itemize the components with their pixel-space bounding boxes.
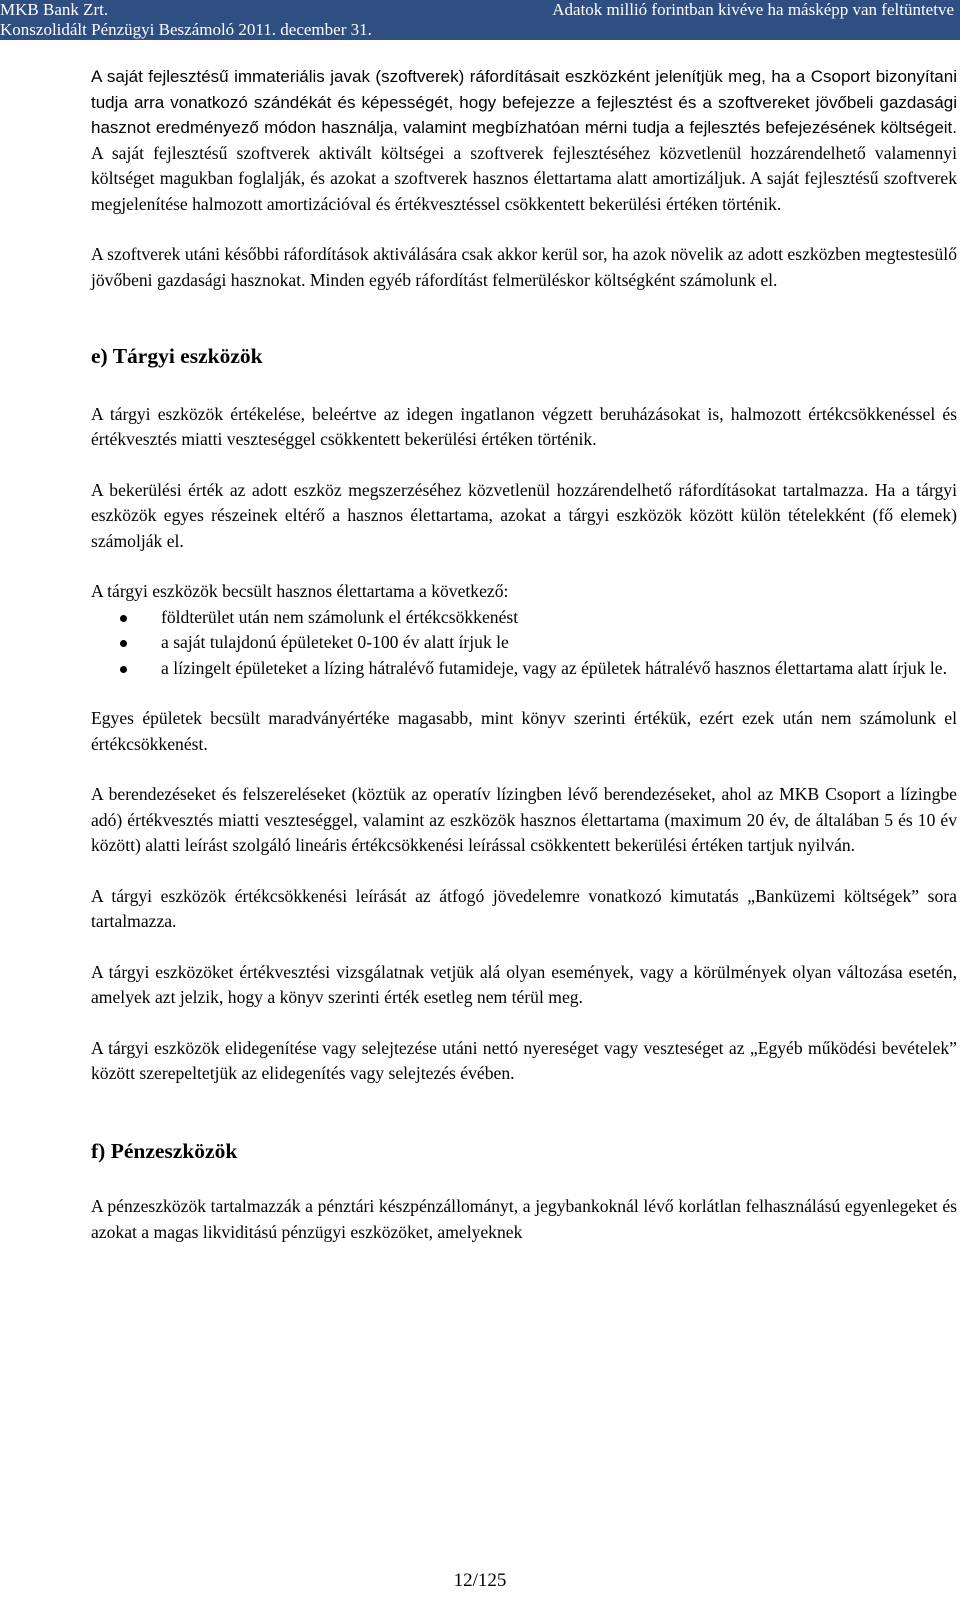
report-title: Konszolidált Pénzügyi Beszámoló 2011. december 31. bbox=[0, 20, 372, 39]
section-f-paragraph-1: A pénzeszközök tartalmazzák a pénztári készpénzállományt, a jegybankoknál lévő korlátlan felhasználású egyenlegeket és azokat a magas likviditású pénzügyi eszközöket, amelyeknek bbox=[91, 1196, 957, 1242]
useful-life-intro: A tárgyi eszközök becsült hasznos élettartama a következő: bbox=[91, 581, 509, 601]
section-e-title: e) Tárgyi eszközök bbox=[91, 344, 263, 368]
header-left bbox=[0, 0, 372, 40]
bullet-icon bbox=[120, 666, 127, 673]
page-number: 12/125 bbox=[453, 1570, 507, 1591]
intro-paragraph bbox=[91, 64, 957, 217]
section-e-paragraph-1: A tárgyi eszközök értékelése, beleértve az idegen ingatlanon végzett beruházásokat is, halmozott értékcsökkenéssel és értékvesztés miatti veszteséggel csökkentett bekerülési értéken történik. bbox=[91, 403, 957, 449]
list-item: a saját tulajdonú épületeket 0-100 év alatt írjuk le bbox=[91, 630, 957, 656]
section-e-paragraph-4: A berendezéseket és felszereléseket (köztük az operatív lízingben lévő berendezéseket, ahol az MKB Csoport a lízingbe adó) értékvesztés miatti veszteséggel, valamint az eszközök hasznos élettartama (maximum 20 év, de általában 5 és 10 év között) alatti leírást szolgáló lineáris értékcsökkenési leírással csökkentett bekerülési értéken tartjuk nyilván. bbox=[91, 784, 957, 855]
useful-life-list bbox=[91, 605, 957, 682]
intro-sans-text: A saját fejlesztésű immateriális javak (szoftverek) ráfordításait eszközként jelenítjük meg, ha a Csoport bizonyítani tudja arra vonatkozó szándékát és képességét, hogy befejezze a fejlesztést és a szoftvereket jövőbeli gazdasági hasznot eredményező módon használja, valamint megbízhatóan mérni tudja a fejlesztés befejezésének költségeit. bbox=[91, 67, 957, 137]
list-item: a lízingelt épületeket a lízing hátralévő futamideje, vagy az épületek hátralévő hasznos élettartama alatt írjuk le. bbox=[91, 656, 957, 682]
list-item: földterület után nem számolunk el értékcsökkenést bbox=[91, 605, 957, 631]
section-e-paragraph-3: Egyes épületek becsült maradványértéke magasabb, mint könyv szerinti értékük, ezért ezek után nem számolunk el értékcsökkenést. bbox=[91, 708, 957, 754]
section-e-paragraph-7: A tárgyi eszközök elidegenítése vagy selejtezése utáni nettó nyereséget vagy veszteséget az „Egyéb működési bevételek” között szerepeltetjük az elidegenítés vagy selejtezés évében. bbox=[91, 1037, 957, 1083]
bullet-icon bbox=[120, 615, 127, 622]
page-header bbox=[0, 0, 960, 40]
section-f-title: f) Pénzeszközök bbox=[91, 1138, 238, 1163]
page-content bbox=[91, 64, 957, 1245]
section-e-paragraph-2: A bekerülési érték az adott eszköz megszerzéséhez közvetlenül hozzárendelhető ráfordításokat tartalmazza. Ha a tárgyi eszközök egyes részeinek eltérő a hasznos élettartama, azokat a tárgyi eszközök között külön tételekként (fő elemek) számolják el. bbox=[91, 479, 957, 551]
software-later-paragraph: A szoftverek utáni későbbi ráfordítások aktiválására csak akkor kerül sor, ha azok növelik az adott eszközben megtestesülő jövőbeni gazdasági hasznokat. Minden egyéb ráfordítást felmerüléskor költségként számolunk el. bbox=[91, 244, 957, 290]
section-e-paragraph-5: A tárgyi eszközök értékcsökkenési leírását az átfogó jövedelemre vonatkozó kimutatás „Banküzemi költségek” sora tartalmazza. bbox=[91, 885, 957, 931]
section-e-paragraph-6: A tárgyi eszközöket értékvesztési vizsgálatnak vetjük alá olyan események, vagy a körülmények olyan változása esetén, amelyek azt jelzik, hogy a könyv szerinti érték esetleg nem térül meg. bbox=[91, 961, 957, 1007]
company-name: MKB Bank Zrt. bbox=[0, 0, 109, 19]
currency-note: Adatok millió forintban kivéve ha másképp van feltüntetve bbox=[552, 0, 954, 19]
intro-serif-text: A saját fejlesztésű szoftverek aktivált költségei a szoftverek fejlesztéséhez közvetlenül hozzárendelhető valamennyi költséget magukban foglalják, és azokat a szoftverek hasznos élettartama alatt amortizáljuk. A saját fejlesztésű szoftverek megjelenítése halmozott amortizációval és értékvesztéssel csökkentett bekerülési értéken történik. bbox=[91, 142, 957, 214]
bullet-icon bbox=[120, 640, 127, 647]
